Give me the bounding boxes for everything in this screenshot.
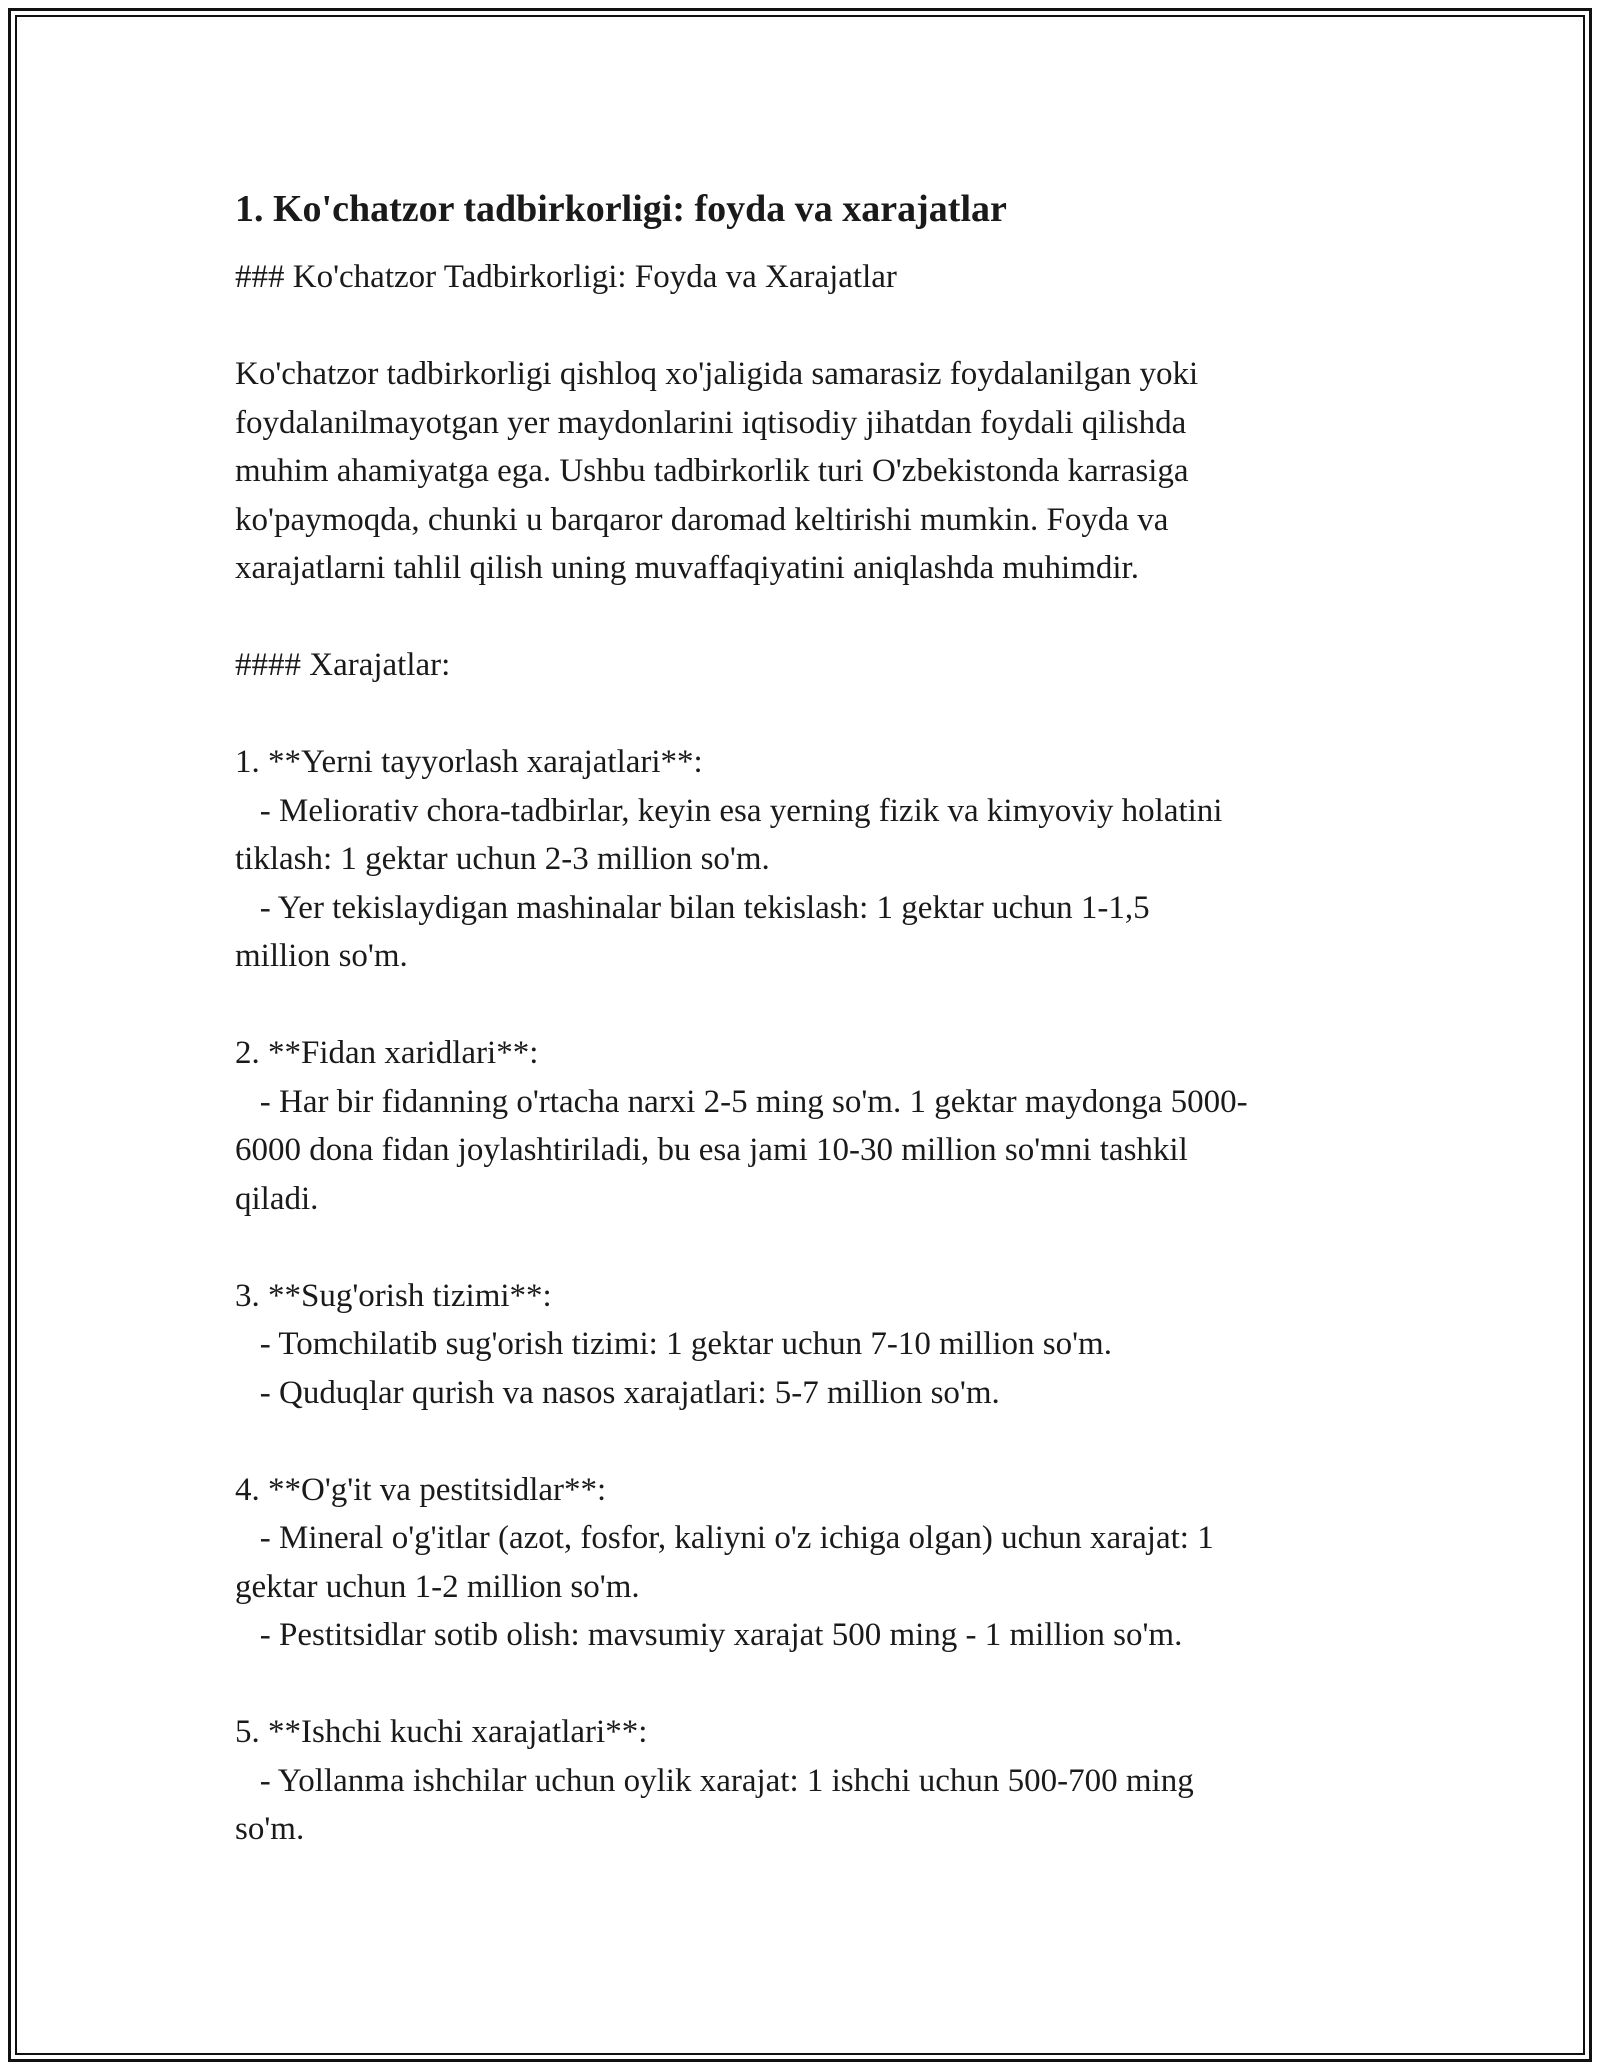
document-text [235, 253, 1375, 1854]
blank-line [235, 690, 1375, 739]
text-line: 1. **Yerni tayyorlash xarajatlari**: [235, 744, 703, 780]
text-line: - Quduqlar qurish va nasos xarajatlari: 5-7 million so'm. [235, 1374, 1000, 1411]
text-line: 2. **Fidan xaridlari**: [235, 1035, 539, 1071]
text-line: - Har bir fidanning o'rtacha narxi 2-5 ming so'm. 1 gektar maydonga 5000- [235, 1083, 1248, 1120]
blank-line [235, 1223, 1375, 1272]
text-line: - Yer tekislaydigan mashinalar bilan tekislash: 1 gektar uchun 1-1,5 [235, 889, 1150, 926]
text-line: - Tomchilatib sug'orish tizimi: 1 gektar uchun 7-10 million so'm. [235, 1326, 1112, 1362]
text-line: ko'paymoqda, chunki u barqaror daromad keltirishi mumkin. Foyda va [235, 501, 1169, 538]
document-body [235, 185, 1375, 1854]
text-line: million so'm. [235, 938, 408, 974]
blank-line [235, 302, 1375, 351]
blank-line [235, 1417, 1375, 1466]
text-line: muhim ahamiyatga ega. Ushbu tadbirkorlik turi O'zbekistonda karrasiga [235, 453, 1189, 489]
blank-line [235, 1660, 1375, 1709]
text-line: qiladi. [235, 1180, 319, 1217]
text-line: foydalanilmayotgan yer maydonlarini iqtisodiy jihatdan foydali qilishda [235, 404, 1187, 441]
text-line: 3. **Sug'orish tizimi**: [235, 1277, 552, 1314]
text-line: 4. **O'g'it va pestitsidlar**: [235, 1471, 607, 1508]
text-line: tiklash: 1 gektar uchun 2-3 million so'm. [235, 841, 770, 877]
text-line: - Mineral o'g'itlar (azot, fosfor, kaliyni o'z ichiga olgan) uchun xarajat: 1 [235, 1520, 1214, 1556]
text-line: so'm. [235, 1811, 305, 1847]
text-line: gektar uchun 1-2 million so'm. [235, 1568, 640, 1605]
text-line: Ko'chatzor tadbirkorligi qishloq xo'jaligida samarasiz foydalanilgan yoki [235, 356, 1199, 392]
text-line: #### Xarajatlar: [235, 647, 451, 683]
text-line: 5. **Ishchi kuchi xarajatlari**: [235, 1714, 648, 1750]
blank-line [235, 593, 1375, 642]
document-title: 1. Ko'chatzor tadbirkorligi: foyda va xarajatlar [235, 188, 1007, 230]
text-line: ### Ko'chatzor Tadbirkorligi: Foyda va Xarajatlar [235, 259, 897, 295]
text-line: xarajatlarni tahlil qilish uning muvaffaqiyatini aniqlashda muhimdir. [235, 550, 1139, 586]
text-line: - Yollanma ishchilar uchun oylik xarajat: 1 ishchi uchun 500-700 ming [235, 1762, 1194, 1799]
text-line: - Meliorativ chora-tadbirlar, keyin esa yerning fizik va kimyoviy holatini [235, 792, 1223, 829]
text-line: 6000 dona fidan joylashtiriladi, bu esa jami 10-30 million so'mni tashkil [235, 1132, 1188, 1168]
blank-line [235, 981, 1375, 1030]
text-line: - Pestitsidlar sotib olish: mavsumiy xarajat 500 ming - 1 million so'm. [235, 1617, 1183, 1653]
